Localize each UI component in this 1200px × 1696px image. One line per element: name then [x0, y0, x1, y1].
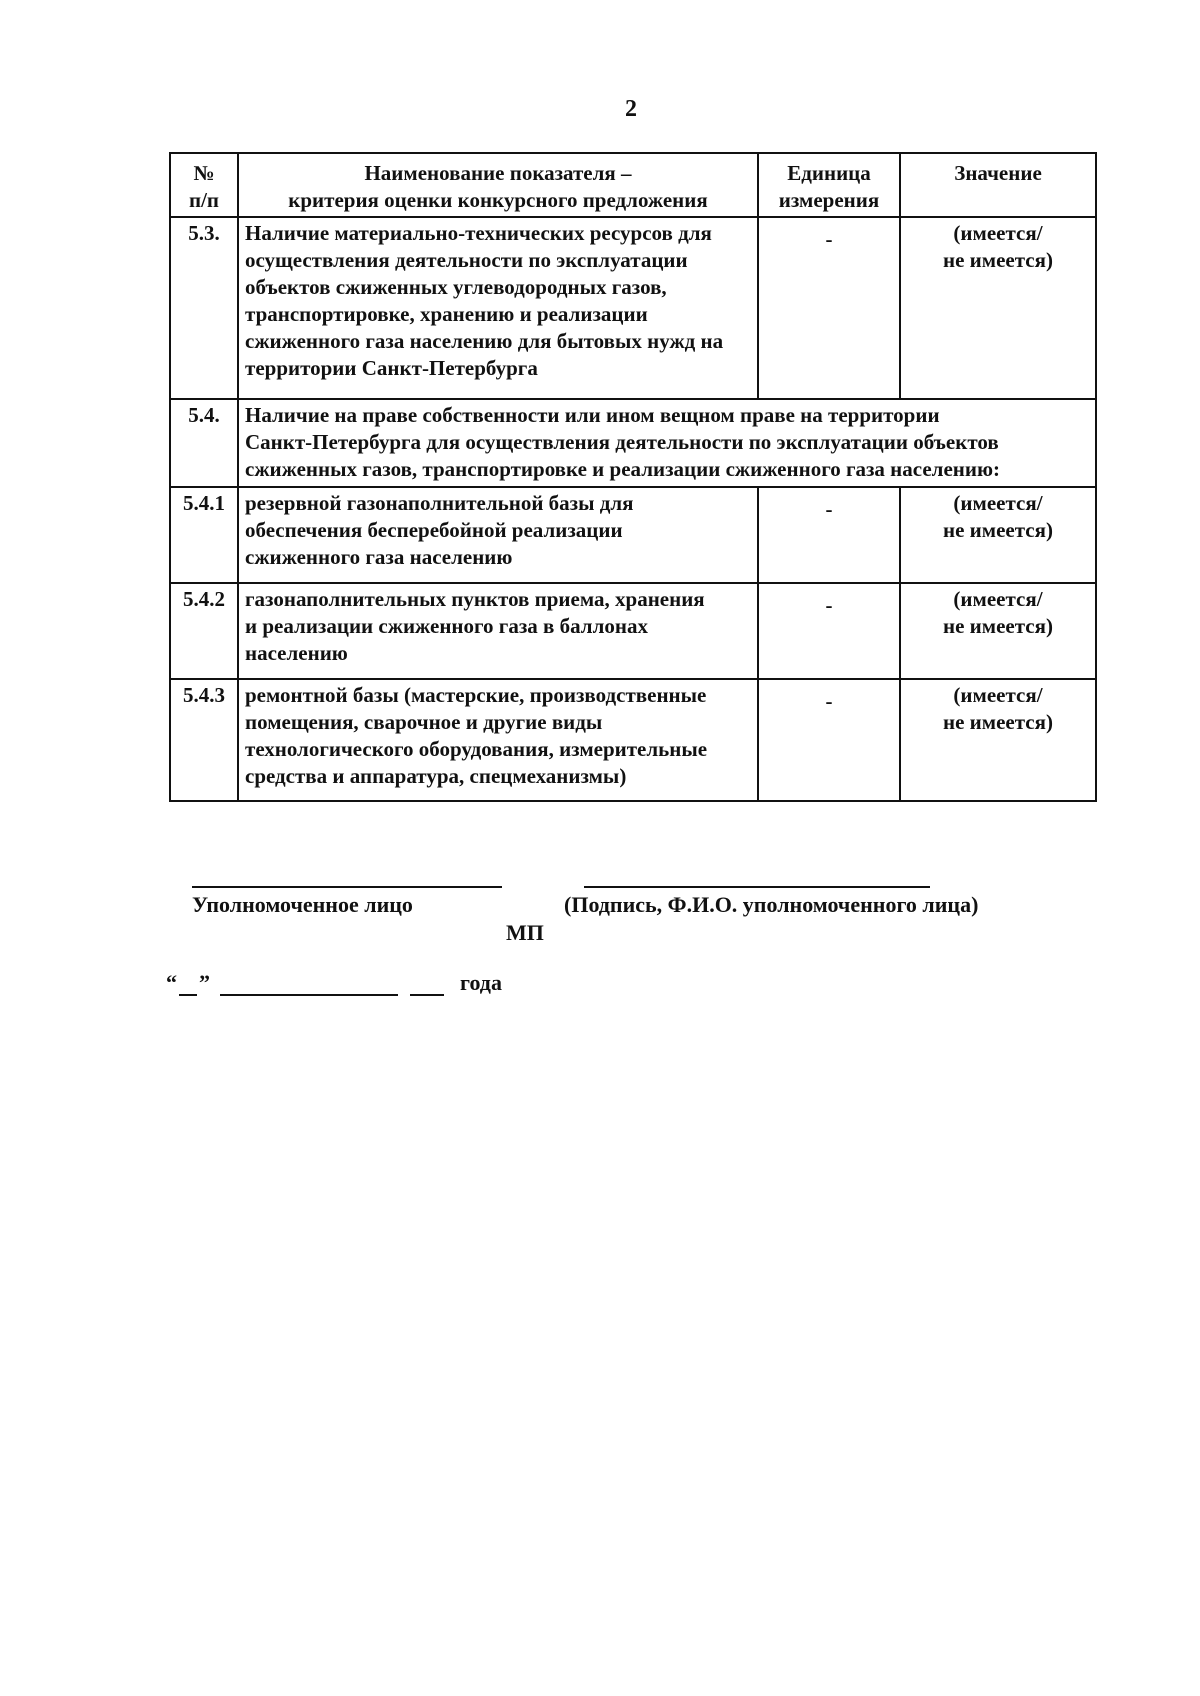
criteria-table [169, 152, 1097, 802]
row-name: резервной газонаполнительной базы для обеспечения бесперебойной реализации сжиженного газа населению [238, 487, 758, 583]
header-unit: Единица измерения [758, 153, 900, 217]
header-num: № п/п [170, 153, 238, 217]
table-row [170, 679, 1096, 801]
row-name: ремонтной базы (мастерские, производственные помещения, сварочное и другие виды технологического оборудования, измерительные средства и аппаратура, спецмеханизмы) [238, 679, 758, 801]
table-row [170, 399, 1096, 487]
table-header-row [170, 153, 1096, 217]
table-row [170, 487, 1096, 583]
row-num: 5.4.1 [170, 487, 238, 583]
row-name: газонаполнительных пунктов приема, хранения и реализации сжиженного газа в баллонах населению [238, 583, 758, 679]
page-number: 2 [625, 96, 637, 122]
row-num: 5.4. [170, 399, 238, 487]
row-unit: - [758, 583, 900, 679]
year-word: года [460, 970, 502, 995]
row-num: 5.3. [170, 217, 238, 399]
date-line [166, 970, 502, 996]
date-month-blank [220, 972, 398, 996]
row-unit: - [758, 679, 900, 801]
header-value: Значение [900, 153, 1096, 217]
date-close-quote: ” [199, 970, 210, 995]
row-name: Наличие на праве собственности или ином вещном праве на территории Санкт-Петербурга для осуществления деятельности по эксплуатации объектов сжиженных газов, транспортировке и реализации сжиженного газа населению: [238, 399, 1096, 487]
signature-line-right [584, 886, 930, 888]
row-value: (имеется/ не имеется) [900, 487, 1096, 583]
row-value: (имеется/ не имеется) [900, 217, 1096, 399]
row-name: Наличие материально-технических ресурсов для осуществления деятельности по эксплуатации объектов сжиженных углеводородных газов, транспортировке, хранению и реализации сжиженного газа населению для бытовых нужд на территории Санкт-Петербурга [238, 217, 758, 399]
row-num: 5.4.3 [170, 679, 238, 801]
table-row [170, 583, 1096, 679]
date-day-blank [179, 972, 197, 996]
row-unit: - [758, 217, 900, 399]
header-name: Наименование показателя – критерия оценки конкурсного предложения [238, 153, 758, 217]
date-year-blank [410, 972, 444, 996]
date-open-quote: “ [166, 970, 177, 995]
row-unit: - [758, 487, 900, 583]
stamp-place-label: МП [506, 920, 544, 945]
signature-caption: (Подпись, Ф.И.О. уполномоченного лица) [564, 892, 979, 917]
row-value: (имеется/ не имеется) [900, 583, 1096, 679]
signature-line-left [192, 886, 502, 888]
row-num: 5.4.2 [170, 583, 238, 679]
authorized-person-label: Уполномоченное лицо [192, 892, 413, 917]
table-row [170, 217, 1096, 399]
row-value: (имеется/ не имеется) [900, 679, 1096, 801]
